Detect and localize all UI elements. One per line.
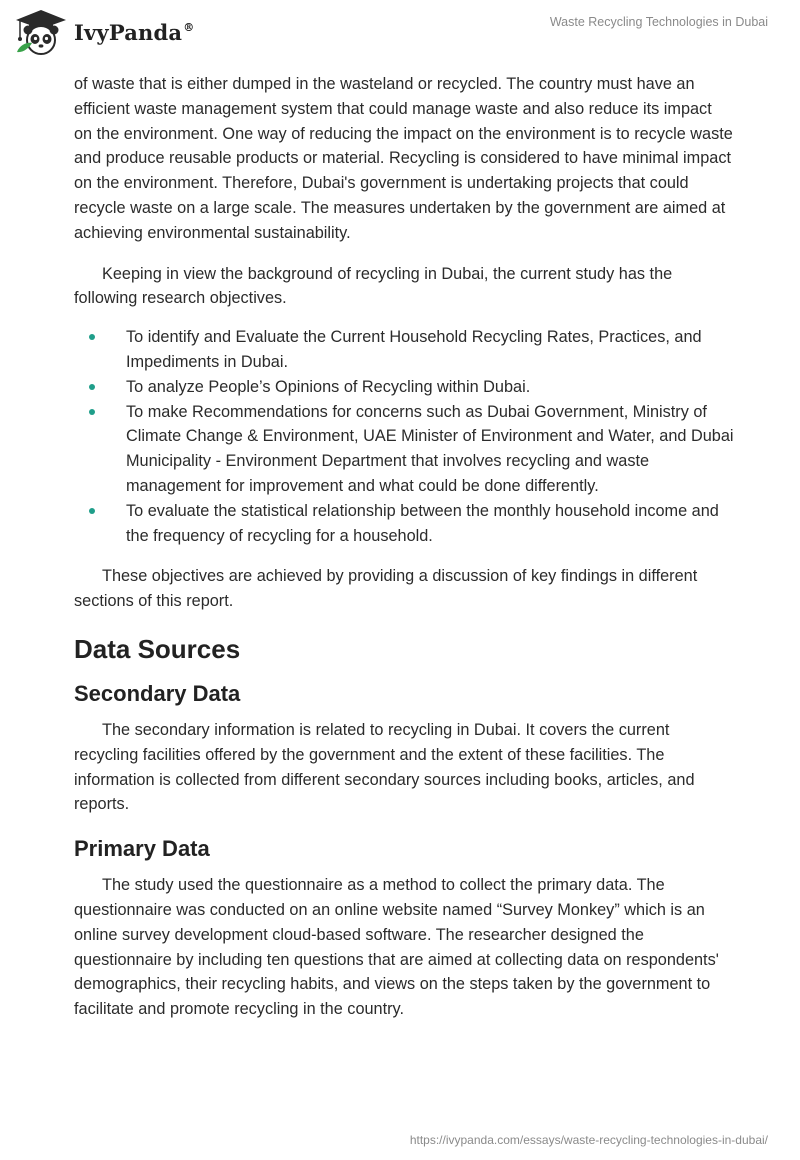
- bullet-icon: [89, 508, 95, 514]
- paragraph-objectives-outro: These objectives are achieved by providing a discussion of key findings in different sections of this report.: [74, 567, 698, 611]
- heading-data-sources: Data Sources: [74, 633, 241, 664]
- ivypanda-logo[interactable]: [14, 8, 194, 56]
- list-item: To evaluate the statistical relationship between the monthly household income and the frequency of recycling for a household.: [74, 499, 734, 549]
- page-header: [0, 0, 800, 66]
- bullet-icon: [89, 334, 95, 340]
- brand-name: IvyPanda®: [74, 19, 195, 45]
- list-item: To identify and Evaluate the Current Household Recycling Rates, Practices, and Impediments in Dubai.: [74, 325, 734, 375]
- panda-graduate-icon: [14, 8, 68, 56]
- document-title: Waste Recycling Technologies in Dubai: [549, 15, 768, 29]
- list-item: To make Recommendations for concerns such as Dubai Government, Ministry of Climate Change & Environment, UAE Minister of Environment and Water, and Dubai Municipality - Environment Department that involves recycling and waste management for improvement and what could be done differently.: [74, 400, 734, 499]
- source-url-link[interactable]: https://ivypanda.com/essays/waste-recycling-technologies-in-dubai/: [409, 1133, 768, 1147]
- bullet-icon: [89, 384, 95, 390]
- paragraph-objectives-intro: Keeping in view the background of recycling in Dubai, the current study has the following research objectives.: [74, 264, 673, 308]
- paragraph-secondary-data: The secondary information is related to recycling in Dubai. It covers the current recycling facilities offered by the government and the extent of these facilities. The information is collected from different secondary sources including books, articles, and reports.: [74, 720, 695, 814]
- essay-content: [74, 72, 734, 1022]
- heading-primary-data: Primary Data: [74, 836, 210, 862]
- paragraph-intro: of waste that is either dumped in the wasteland or recycled. The country must have an efficient waste management system that could manage waste and also reduce its impact on the environment. One way of reducing the impact on the environment is to recycle waste and produce reusable products or material. Recycling is considered to have minimal impact on the environment. Therefore, Dubai's government is undertaking projects that could recycle waste on a large scale. The measures undertaken by the government are aimed at achieving environmental sustainability.: [74, 75, 733, 242]
- heading-secondary-data: Secondary Data: [74, 680, 241, 706]
- paragraph-primary-data: The study used the questionnaire as a method to collect the primary data. The questionnaire was conducted on an online website named “Survey Monkey” which is an online survey development cloud-based software. The researcher designed the questionnaire by including ten questions that are aimed at collecting data on respondents' demographics, their recycling habits, and views on the steps taken by the government to facilitate and promote recycling in the country.: [74, 876, 719, 1019]
- objectives-list: [74, 325, 734, 548]
- bullet-icon: [89, 409, 95, 415]
- list-item: To analyze People’s Opinions of Recycling within Dubai.: [74, 375, 734, 400]
